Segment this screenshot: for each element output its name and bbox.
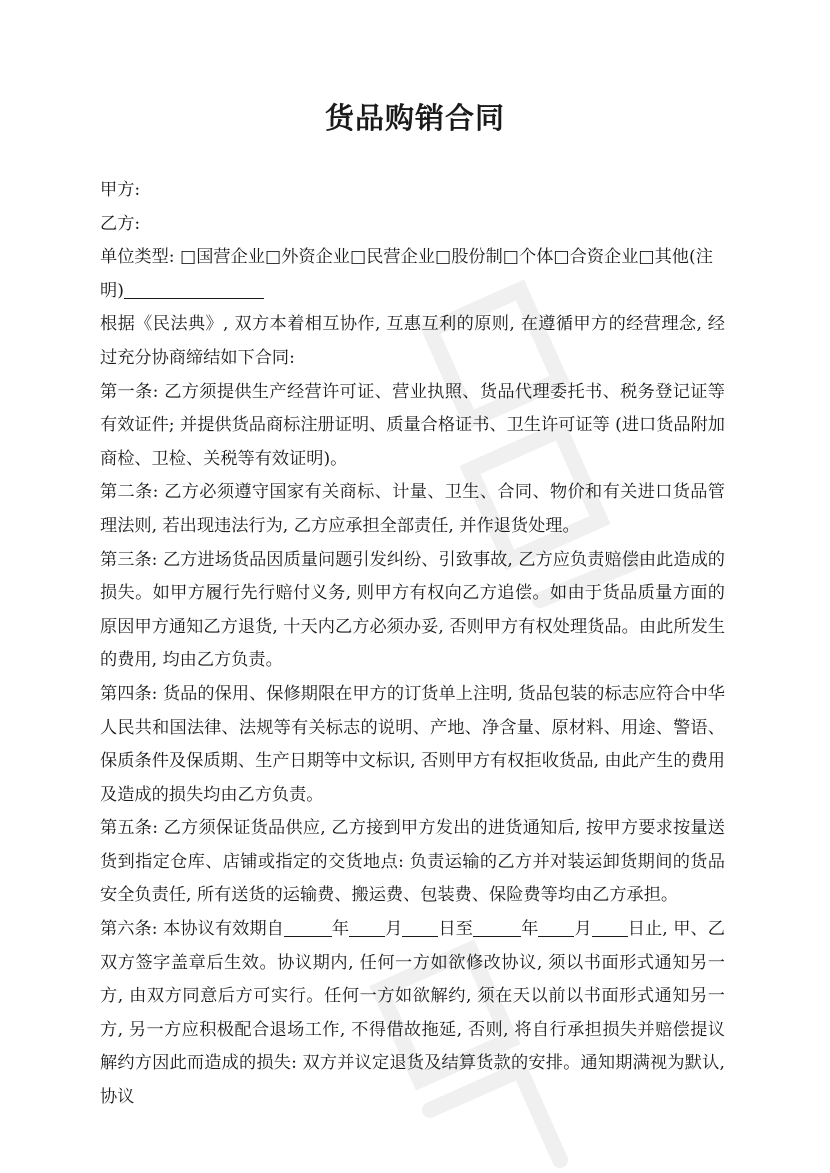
contract-title: 货品购销合同 (324, 101, 505, 135)
article-6-body: 乙双方签字盖章后生效。协议期内, 任何一方如欲修改协议, 须以书面形式通知另一方, 由双方同意后方可实行。任何一方如欲解约, 须在天以前以书面形式通知另一方, 另一方应积极配合退场工作, 不得借故拖延, 否则, 将自行承担损失并赔偿提议解约方因此而造成的损失: 双方并议定退货及结算货款的安排。通知期满视为默认, 协议 (100, 919, 725, 1108)
end-day-label: 日止, 甲、 (627, 919, 708, 940)
article-3: 第三条: 乙方进场货品因质量问题引发纠纷、引致事故, 乙方应负责赔偿由此造成的损失。如甲方履行先行赔付义务, 则甲方有权向乙方追偿。如由于货品质量方面的原因甲方通知乙方退货, 十天内乙方必须办妥, 否则甲方有权处理货品。由此所发生的费用, 均由乙方负责。 (100, 549, 725, 671)
start-year-blank (284, 914, 332, 937)
article-6-prefix: 第六条: 本协议有效期自 (100, 919, 284, 940)
article-2: 第二条: 乙方必须遵守国家有关商标、计量、卫生、合同、物价和有关进口货品管理法则, 若出现违法行为, 乙方应承担全部责任, 并作退货处理。 (100, 482, 725, 536)
end-day-blank (592, 914, 628, 937)
end-year-blank (473, 914, 521, 937)
unit-type-text: 单位类型: □国营企业□外资企业□民营企业□股份制□个体□合资企业□其他(注 (100, 247, 713, 268)
preamble-paragraph: 根据《民法典》, 双方本着相互协作, 互惠互利的原则, 在遵循甲方的经营理念, 经过充分协商缔结如下合同: (100, 314, 725, 368)
unit-type-note-line (100, 275, 725, 309)
end-year-label: 年 (521, 919, 539, 940)
article-1: 第一条: 乙方须提供生产经营许可证、营业执照、货品代理委托书、税务登记证等有效证件; 并提供货品商标注册证明、质量合格证书、卫生许可证等 (进口货品附加商检、卫检、关税等有效证明)。 (100, 381, 725, 469)
start-month-blank (349, 914, 385, 937)
start-year-label: 年 (331, 919, 350, 940)
start-month-label: 月 (385, 919, 403, 940)
unit-type-line (100, 241, 725, 275)
start-day-label: 日至 (438, 919, 474, 940)
unit-type-note-label: 明) (100, 280, 124, 301)
party-b-line: 乙方: (100, 213, 141, 234)
article-5: 第五条: 乙方须保证货品供应, 乙方接到甲方发出的进货通知后, 按甲方要求按量送货到指定仓库、店铺或指定的交货地点: 负责运输的乙方并对装运卸货期间的货品安全负责任, 所有送货的运输费、搬运费、包装费、保险费等均由乙方承担。 (100, 818, 725, 906)
end-month-blank (538, 914, 574, 937)
article-6 (100, 913, 725, 1115)
party-a-line: 甲方: (100, 180, 141, 200)
end-month-label: 月 (574, 919, 592, 940)
start-day-blank (402, 914, 438, 937)
unit-type-note-blank (124, 276, 264, 299)
article-4: 第四条: 货品的保用、保修期限在甲方的订货单上注明, 货品包装的标志应符合中华人民共和国法律、法规等有关标志的说明、产地、净含量、原材料、用途、警语、保质条件及保质期、生产日期等中文标识, 否则甲方有权拒收货品, 由此产生的费用及造成的损失均由乙方负责。 (100, 683, 725, 805)
contract-body (100, 174, 725, 1115)
